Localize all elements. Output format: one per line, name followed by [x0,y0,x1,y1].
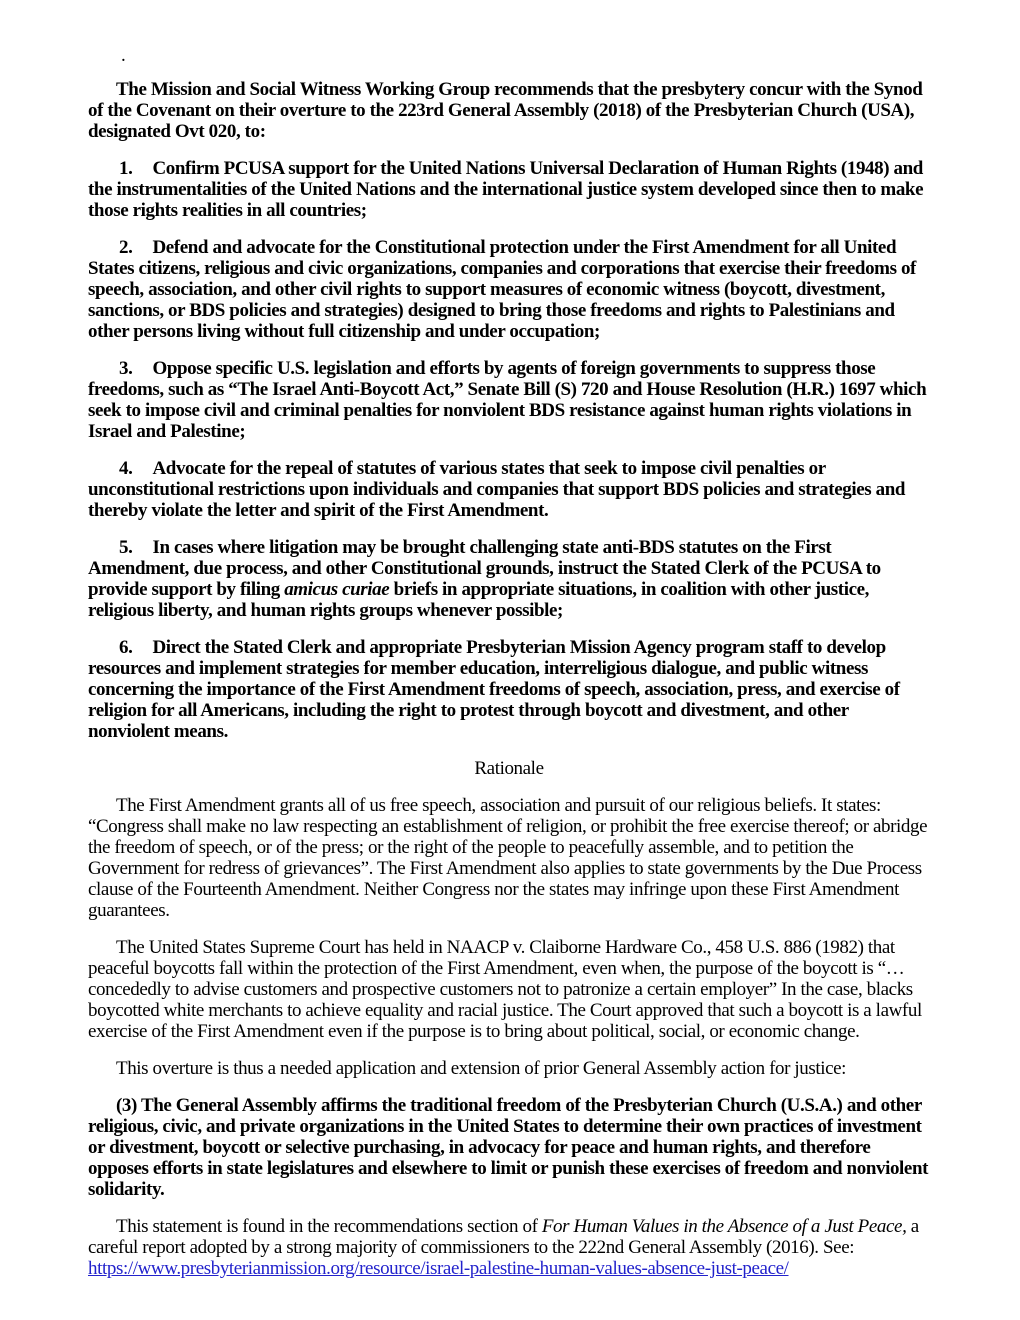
resource-link[interactable]: https://www.presbyterianmission.org/resource/israel-palestine-human-values-absence-just-peace/ [88,1258,789,1279]
rationale-heading-text: Rationale [474,758,544,779]
paragraph-text: This overture is thus a needed application and extension of prior General Assembly action for justice: [116,1058,847,1079]
closing-paragraph [88,1216,930,1279]
rationale-paragraph-supreme-court [88,937,930,1042]
recommendation-3 [88,358,930,442]
intro-text: The Mission and Social Witness Working Group recommends that the presbytery concur with the Synod of the Covenant on their overture to the 223rd General Assembly (2018) of the Presbyterian Church (USA), designated Ovt 020, to: [88,79,923,142]
item-text: Advocate for the repeal of statutes of various states that seek to impose civil penalties or unconstitutional restrictions upon individuals and companies that support BDS policies and strategies and thereby violate the letter and spirit of the First Amendment. [88,458,906,521]
item-text: Confirm PCUSA support for the United Nations Universal Declaration of Human Rights (1948) and the instrumentalities of the United Nations and the international justice system developed since then to make those rights realities in all countries; [88,158,924,221]
recommendation-5 [88,537,930,621]
item-number: 2. [119,237,133,258]
paragraph-text: The United States Supreme Court has held in NAACP v. Claiborne Hardware Co., 458 U.S. 886 (1982) that peaceful boycotts fall within the protection of the First Amendment, even when, the purpose of the boycott is “… concededly to advise customers and prospective customers not to patronize a certain employer” In the case, blacks boycotted white merchants to achieve equality and racial justice. The Court approved that such a boycott is a lawful exercise of the First Amendment even if the purpose is to bring about political, social, or economic change. [88,937,922,1042]
item-number: 5. [119,537,133,558]
rationale-paragraph-affirmation [88,1095,930,1200]
item-text: Defend and advocate for the Constitutional protection under the First Amendment for all United States citizens, religious and civic organizations, companies and corporations that exercise their freedoms of speech, association, and other civil rights to support measures of economic witness (boycott, divestment, sanctions, or BDS policies and strategies) designed to bring those freedoms and rights to Palestinians and other persons living without full citizenship and under occupation; [88,237,916,342]
report-title-italic: For Human Values in the Absence of a Just Peace, [541,1216,907,1237]
rationale-paragraph-first-amendment [88,795,930,921]
stray-period-mark: . [121,45,126,66]
rationale-heading [88,758,930,779]
item-number: 3. [119,358,133,379]
item-number: 4. [119,458,133,479]
recommendation-2 [88,237,930,342]
item-text: Direct the Stated Clerk and appropriate Presbyterian Mission Agency program staff to develop resources and implement strategies for member education, interreligious dialogue, and public witness concerning the importance of the First Amendment freedoms of speech, association, press, and exercise of religion for all Americans, including the right to protest through boycott and divestment, and other nonviolent means. [88,637,900,742]
item-number: 1. [119,158,133,179]
item-number: 6. [119,637,133,658]
intro-paragraph [88,79,930,142]
item-text: Oppose specific U.S. legislation and efforts by agents of foreign governments to suppress those freedoms, such as “The Israel Anti-Boycott Act,” Senate Bill (S) 720 and House Resolution (H.R.) 1697 which seek to impose civil and criminal penalties for nonviolent BDS resistance against human rights violations in Israel and Palestine; [88,358,927,442]
recommendation-4 [88,458,930,521]
paragraph-text: (3) The General Assembly affirms the traditional freedom of the Presbyterian Church (U.S.A.) and other religious, civic, and private organizations in the United States to determine their own practices of investment or divestment, boycott or selective purchasing, in advocacy for peace and human rights, and therefore opposes efforts in state legislatures and elsewhere to limit or punish these exercises of freedom and nonviolent solidarity. [88,1095,929,1200]
latin-term-italic: amicus curiae [284,579,390,600]
paragraph-text: The First Amendment grants all of us free speech, association and pursuit of our religious beliefs. It states: “Congress shall make no law respecting an establishment of religion, or prohibit the free exercise thereof; or abridge the freedom of speech, or of the press; or the right of the people to peacefully assemble, and to petition the Government for redress of grievances”. The First Amendment also applies to state governments by the Due Process clause of the Fourteenth Amendment. Neither Congress nor the states may infringe upon these First Amendment guarantees. [88,795,928,921]
recommendation-1 [88,158,930,221]
recommendation-6 [88,637,930,742]
document-body [88,79,930,1295]
closing-text-before: This statement is found in the recommendations section of [116,1216,542,1237]
item-text: In cases where litigation may be brought challenging state anti-BDS statutes on the First Amendment, due process, and other Constitutional grounds, instruct the Stated Clerk of the PCUSA to provide support by filing [88,537,881,600]
rationale-paragraph-overture [88,1058,930,1079]
closing-text-after: a careful report adopted by a strong majority of commissioners to the 222nd General Assembly (2016). See: [88,1216,919,1258]
item-text-after: briefs in appropriate situations, in coalition with other justice, religious liberty, and human rights groups whenever possible; [88,579,870,621]
